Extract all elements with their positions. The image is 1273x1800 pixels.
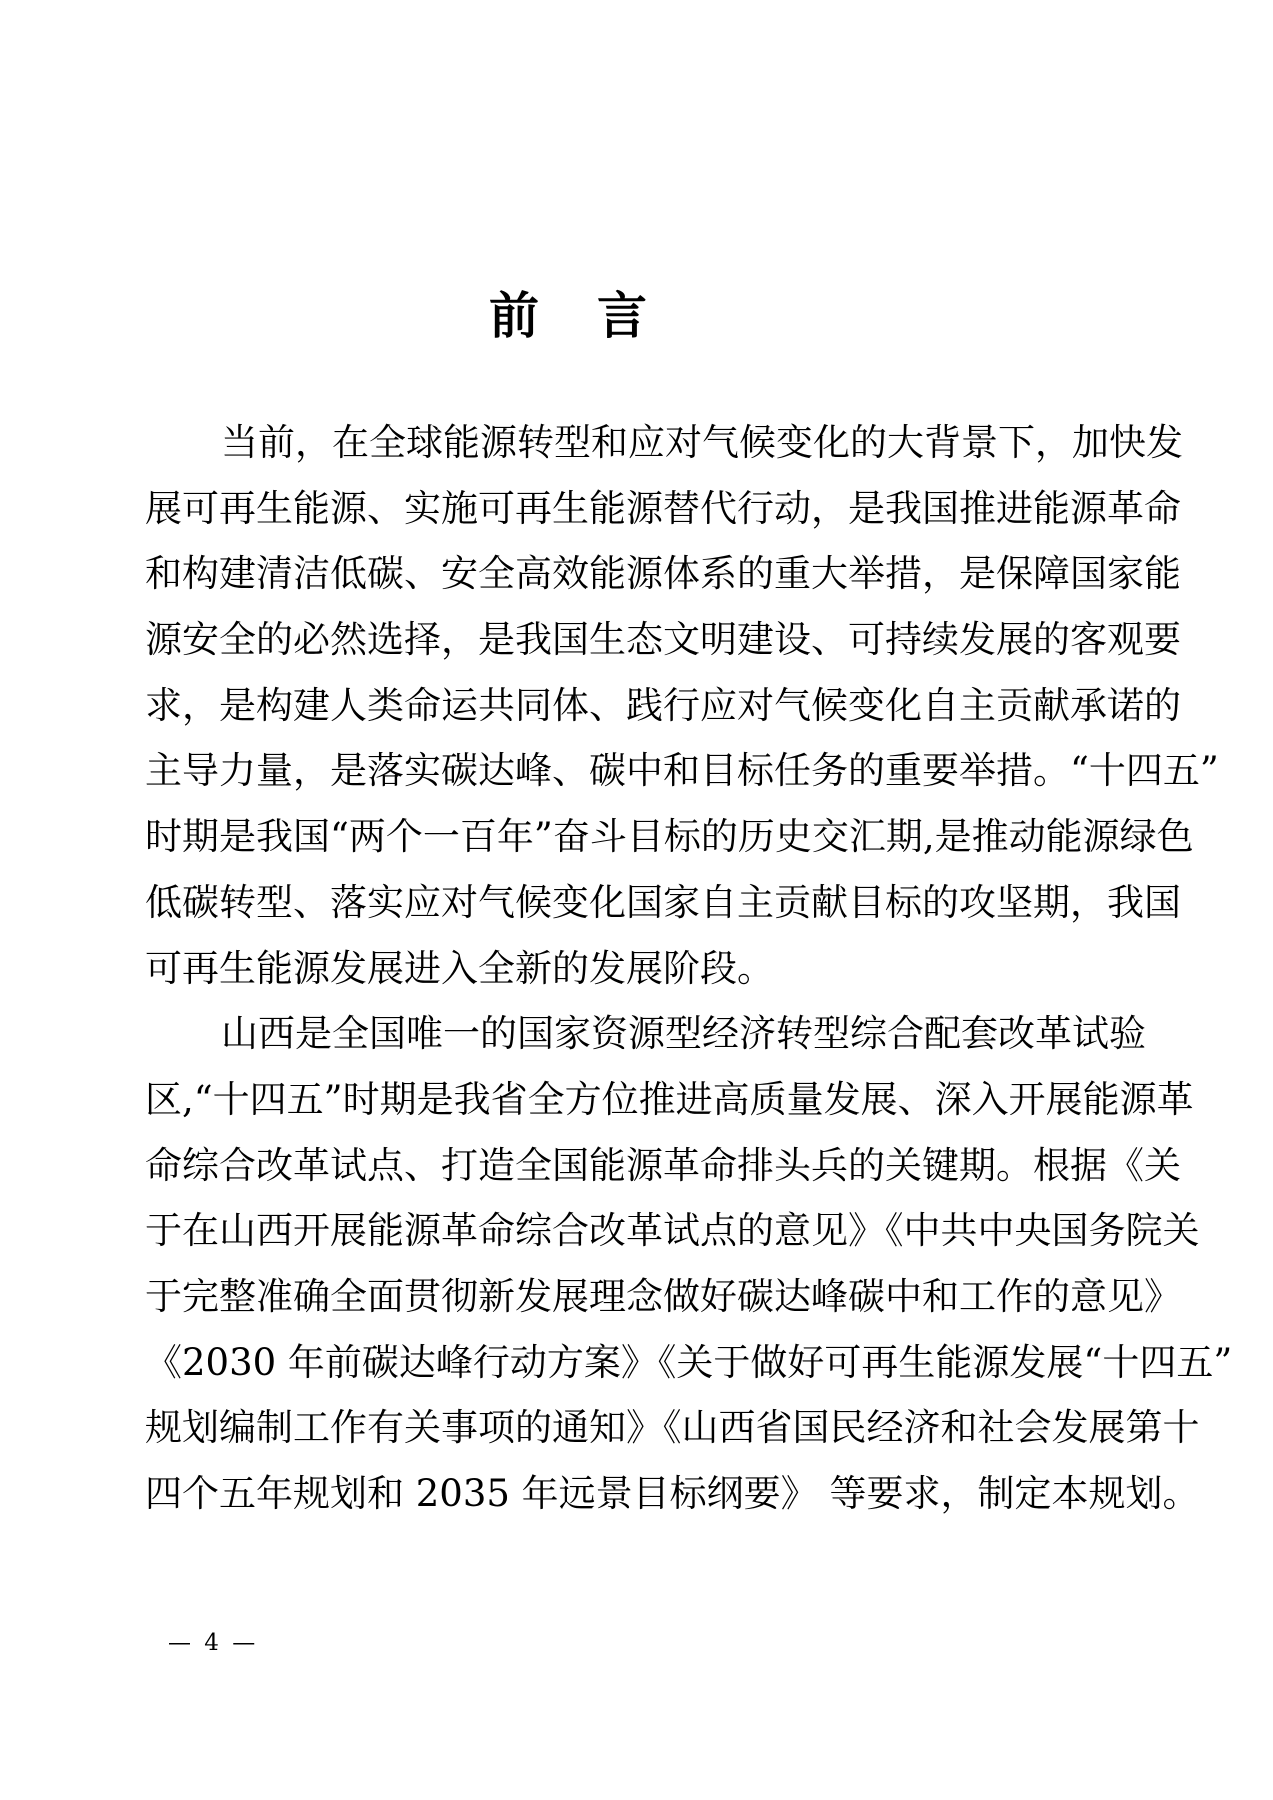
text-line: 《2030 年前碳达峰行动方案》《关于做好可再生能源发展“十四五” — [145, 1340, 1233, 1384]
text-line: 求，是构建人类命运共同体、践行应对气候变化自主贡献承诺的 — [145, 683, 1181, 727]
text-line: 命综合改革试点、打造全国能源革命排头兵的关键期。根据《关 — [145, 1143, 1181, 1187]
text-line: 主导力量，是落实碳达峰、碳中和目标任务的重要举措。“十四五” — [145, 749, 1219, 793]
text-line: 区,“十四五”时期是我省全方位推进高质量发展、深入开展能源革 — [145, 1077, 1194, 1121]
text-line: 于在山西开展能源革命综合改革试点的意见》《中共中央国务院关 — [145, 1209, 1200, 1253]
text-line: 当前，在全球能源转型和应对气候变化的大背景下，加快发 — [221, 421, 1183, 464]
text-line: 和构建清洁低碳、安全高效能源体系的重大举措，是保障国家能 — [145, 552, 1181, 596]
document-body — [145, 410, 1233, 1527]
text-line: 可再生能源发展进入全新的发展阶段。 — [145, 946, 774, 990]
text-line: 四个五年规划和 2035 年远景目标纲要》 等要求，制定本规划。 — [145, 1472, 1200, 1515]
text-line: 于完整准确全面贯彻新发展理念做好碳达峰碳中和工作的意见》 — [145, 1274, 1181, 1318]
text-line: 山西是全国唯一的国家资源型经济转型综合配套改革试验 — [221, 1012, 1146, 1056]
text-line: 低碳转型、落实应对气候变化国家自主贡献目标的攻坚期，我国 — [145, 880, 1181, 924]
text-line: 规划编制工作有关事项的通知》《山西省国民经济和社会发展第十 — [145, 1406, 1200, 1450]
page-title: 前 言 — [489, 287, 651, 345]
preface-paragraph-2 — [145, 1001, 1233, 1527]
text-line: 源安全的必然选择，是我国生态文明建设、可持续发展的客观要 — [145, 618, 1181, 662]
page-number: — 4 — — [168, 1630, 259, 1656]
text-line: 展可再生能源、实施可再生能源替代行动，是我国推进能源革命 — [145, 486, 1181, 530]
text-line: 时期是我国“两个一百年”奋斗目标的历史交汇期,是推动能源绿色 — [145, 815, 1194, 859]
preface-paragraph-1 — [145, 410, 1219, 1001]
